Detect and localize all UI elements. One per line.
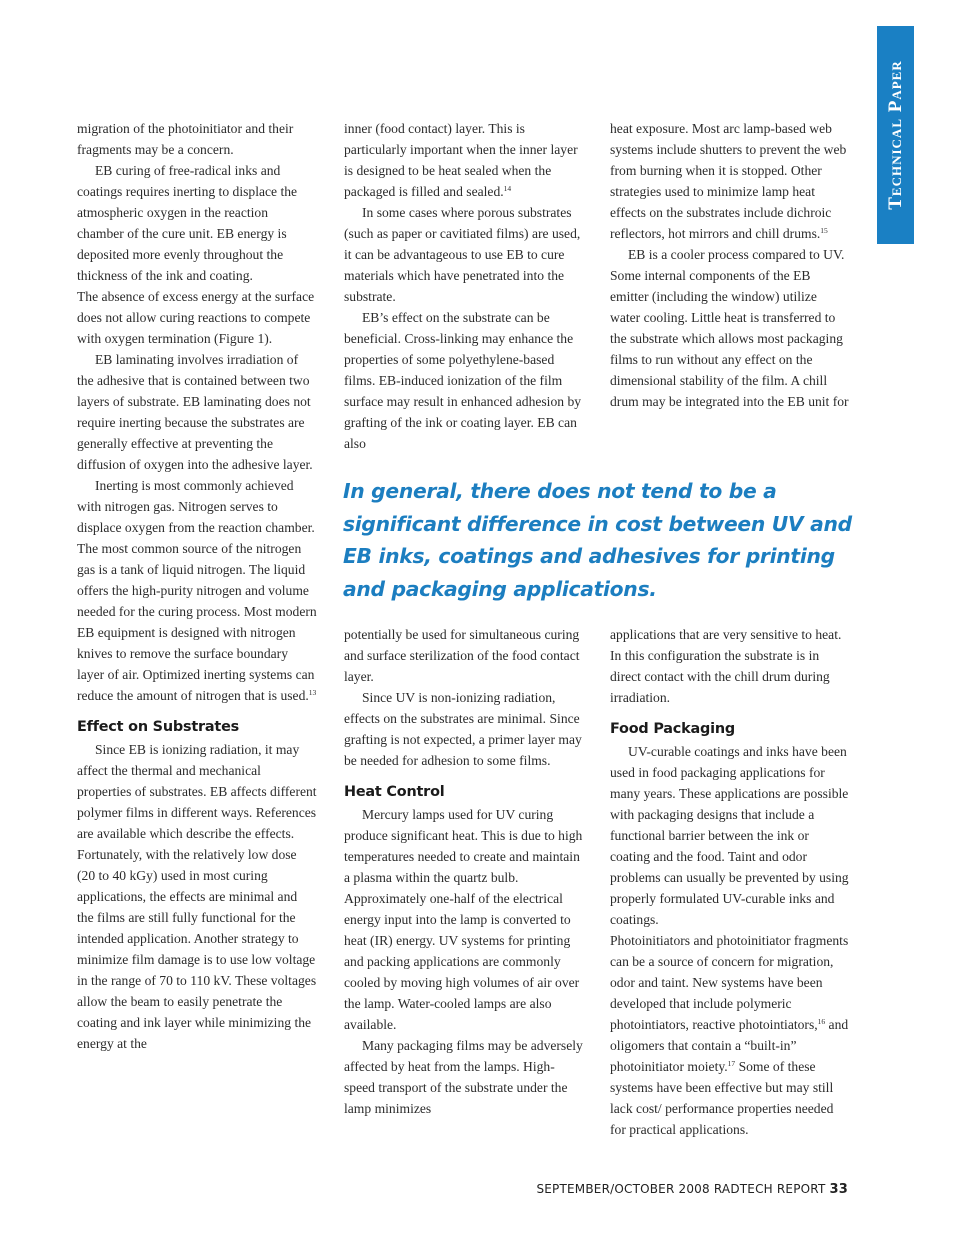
paragraph: Since EB is ionizing radiation, it may affect the thermal and mechanical properties of substrates. EB affects different polymer films in different ways. References are available which describe the effects. Fortunately, with the relatively low dose (20 to 40 kGy) used in most curing applications, the effects are minimal and the films are still fully functional for the intended application. Another strategy to minimize film damage is to use low voltage in the range of 70 to 110 kV. These voltages allow the beam to easily penetrate the coating and ink layer while minimizing the energy at the bbox=[77, 742, 317, 1051]
paragraph: In some cases where porous substrates (such as paper or cavitiated films) are used, it can be advantageous to use EB to cure materials which have penetrated into the substrate. bbox=[344, 205, 581, 304]
paragraph: EB laminating involves irradiation of the adhesive that is contained between two layers of substrate. EB laminating does not require inerting because the substrates are generally effective at preventing the diffusion of oxygen into the adhesive layer. bbox=[77, 352, 313, 472]
paragraph: The absence of excess energy at the surface does not allow curing reactions to compete with oxygen termination (Figure 1). bbox=[77, 289, 315, 346]
paragraph: EB is a cooler process compared to UV. Some internal components of the EB emitter (including the window) utilize water cooling. Little heat is transferred to the substrate which allows most packaging films to run without any effect on the dimensional stability of the film. A chill drum may be integrated into the EB unit for bbox=[610, 247, 849, 409]
paragraph-text: Inerting is most commonly achieved with nitrogen gas. Nitrogen serves to displace oxygen from the reaction chamber. The most common source of the nitrogen gas is a tank of liquid nitrogen. The liquid offers the high-purity nitrogen and volume needed for the curing process. Most modern EB equipment is designed with nitrogen knives to remove the surface boundary layer of air. Optimized inerting systems can reduce the amount of nitrogen that is used. bbox=[77, 478, 317, 703]
heading-food-packaging: Food Packaging bbox=[610, 721, 735, 737]
paragraph-text: Some of these systems have been effective but may still lack cost/ performance properties needed for practical applications. bbox=[610, 1059, 834, 1137]
pull-quote: In general, there does not tend to be a significant difference in cost between UV and EB inks, coatings and adhesives for printing and packaging applications. bbox=[343, 479, 852, 601]
reference-14: 14 bbox=[503, 184, 512, 193]
paragraph-text: and oligomers that contain a “built-in” photoinitiator moiety. bbox=[610, 1017, 849, 1074]
reference-16: 16 bbox=[817, 1017, 826, 1026]
page-number: 33 bbox=[829, 1182, 848, 1197]
column-2-top bbox=[344, 118, 584, 454]
paragraph bbox=[610, 118, 850, 244]
paragraph bbox=[610, 930, 850, 1140]
column-3-top bbox=[610, 118, 850, 412]
paragraph bbox=[77, 475, 317, 706]
paragraph-text: inner (food contact) layer. This is particularly important when the inner layer is designed to be heat sealed when the packaged is filled and sealed. bbox=[344, 121, 578, 199]
paragraph: Many packaging films may be adversely affected by heat from the lamps. High-speed transport of the substrate under the lamp minimizes bbox=[344, 1038, 583, 1116]
paragraph: migration of the photoinitiator and their fragments may be a concern. bbox=[77, 121, 294, 157]
paragraph-text: heat exposure. Most arc lamp-based web systems include shutters to prevent the web from burning when it is stopped. Other strategies used to minimize lamp heat effects on the substrates include dichroic reflectors, hot mirrors and chill drums. bbox=[610, 121, 847, 241]
page-footer bbox=[536, 1182, 848, 1197]
paragraph: applications that are very sensitive to heat. In this configuration the substrate is in direct contact with the chill drum during irradiation. bbox=[610, 627, 842, 705]
paragraph: Mercury lamps used for UV curing produce significant heat. This is due to high temperatures needed to create and maintain a plasma within the quartz bulb. Approximately one-half of the electrical energy input into the lamp is converted to heat (IR) energy. UV systems for printing and packing applications are commonly cooled by moving high volumes of air over the lamp. Water-cooled lamps are also available. bbox=[344, 807, 583, 1032]
section-tab bbox=[877, 26, 914, 244]
paragraph: Since UV is non-ionizing radiation, effects on the substrates are minimal. Since grafting is not expected, a primer layer may be needed for adhesion to some films. bbox=[344, 690, 582, 768]
reference-17: 17 bbox=[727, 1059, 736, 1068]
paragraph bbox=[344, 118, 584, 202]
paragraph-text: Photoinitiators and photoinitiator fragments can be a source of concern for migration, odor and taint. New systems have been developed that include polymeric photointiators, reactive photointiators, bbox=[610, 933, 849, 1032]
column-1 bbox=[77, 118, 317, 1054]
footer-text: SEPTEMBER/OCTOBER 2008 RADTECH REPORT bbox=[536, 1182, 826, 1196]
column-2-bottom bbox=[344, 624, 584, 1119]
reference-15: 15 bbox=[820, 226, 828, 235]
reference-13: 13 bbox=[308, 688, 317, 697]
section-tab-label: Technical Paper bbox=[884, 60, 906, 210]
heading-heat-control: Heat Control bbox=[344, 784, 445, 800]
paragraph: EB curing of free-radical inks and coatings requires inerting to displace the atmospheric oxygen in the reaction chamber of the cure unit. EB energy is deposited more evenly throughout the thickness of the ink and coating. bbox=[77, 163, 298, 283]
heading-effect-on-substrates: Effect on Substrates bbox=[77, 719, 240, 735]
paragraph: UV-curable coatings and inks have been used in food packaging applications for many years. These applications are possible with packaging designs that include a functional barrier between the ink or coating and the food. Taint and odor problems can usually be prevented by using properly formulated UV-curable inks and coatings. bbox=[610, 744, 849, 927]
paragraph: EB’s effect on the substrate can be beneficial. Cross-linking may enhance the properties of some polyethylene-based films. EB-induced ionization of the film surface may result in enhanced adhesion by grafting of the ink or coating layer. EB can also bbox=[344, 310, 582, 451]
paragraph: potentially be used for simultaneous curing and surface sterilization of the food contact layer. bbox=[344, 627, 580, 684]
column-3-bottom bbox=[610, 624, 850, 1140]
